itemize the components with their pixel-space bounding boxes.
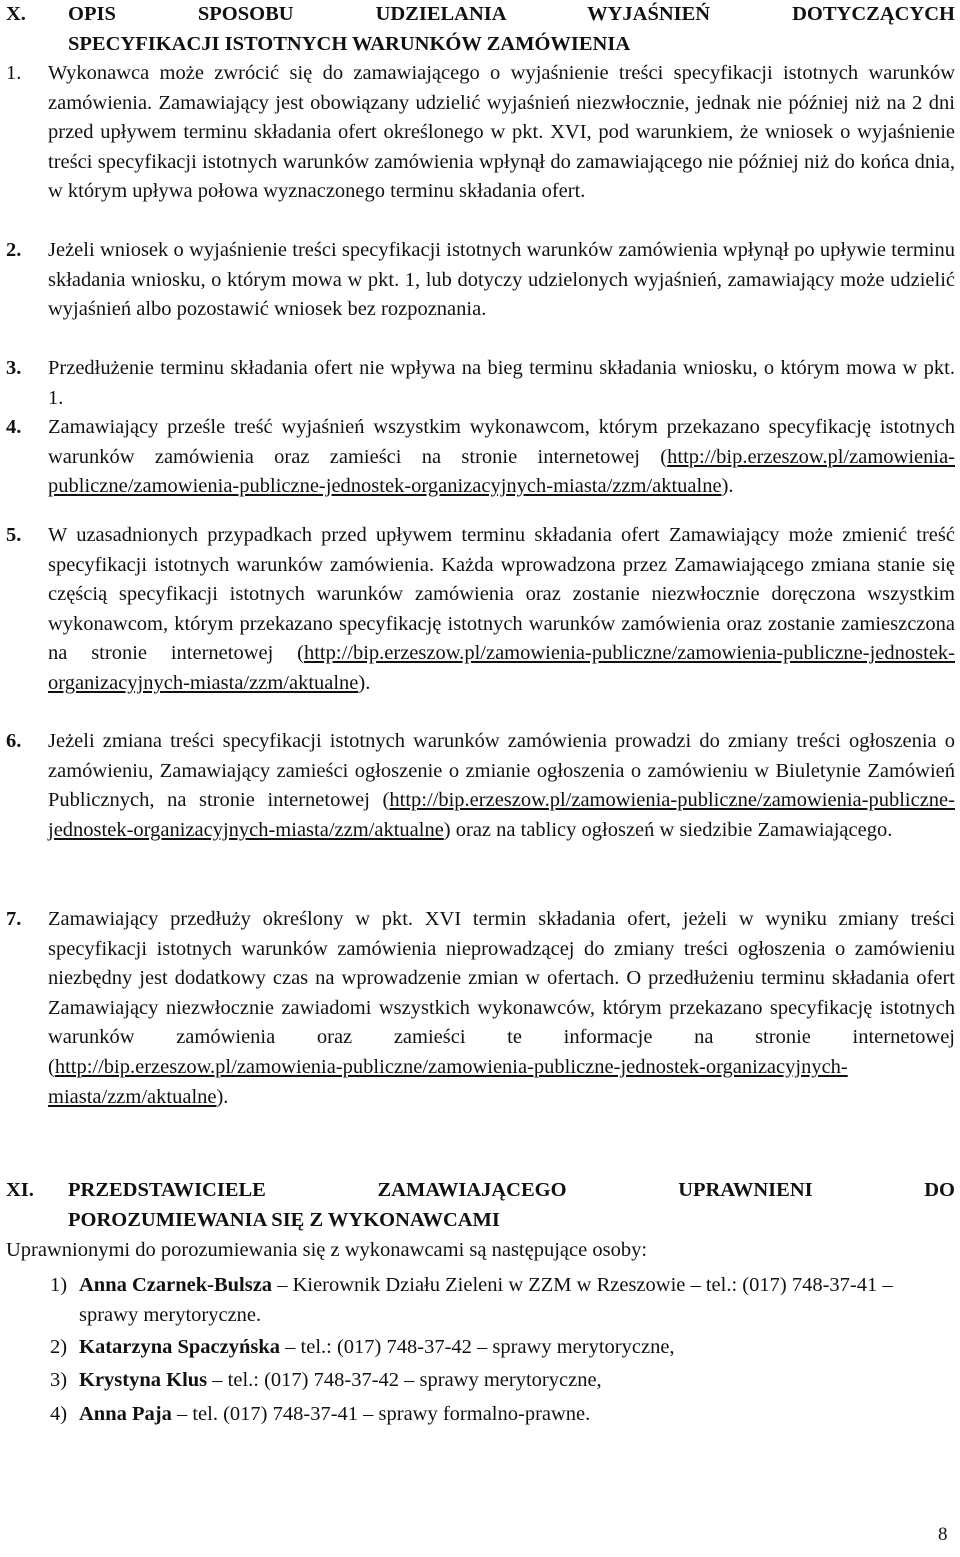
item-text-part: ) oraz na tablicy ogłoszeń w siedzibie Zamawiającego. <box>443 818 893 841</box>
section-number: X. <box>6 3 26 25</box>
section-xi-heading <box>6 1176 955 1236</box>
bip-link[interactable]: http://bip.erzeszow.pl/zamowienia-publiczne/zamowienia-publiczne-jednostek-organizacyjnych-miasta/zzm/aktualne <box>48 445 955 498</box>
item-number: 1. <box>6 62 22 84</box>
item-text <box>48 905 955 1112</box>
item-text-part: Zamawiający prześle treść wyjaśnień wszystkim wykonawcom, którym przekazano specyfikację istotnych warunków zamówienia oraz zamieści na stronie internetowej ( <box>48 416 955 468</box>
person-number: 2) <box>50 1336 68 1358</box>
list-item <box>6 59 955 207</box>
section-number: XI. <box>6 1179 34 1201</box>
section-title-line-1: PRZEDSTAWICIELE ZAMAWIAJĄCEGO UPRAWNIENI DO <box>68 1179 955 1201</box>
list-item <box>6 354 955 413</box>
person-text <box>79 1333 955 1363</box>
person-name: Katarzyna Spaczyńska <box>79 1336 281 1358</box>
item-text-part: ). <box>721 475 734 498</box>
bip-link[interactable]: http://bip.erzeszow.pl/zamowienia-publiczne/zamowienia-publiczne-jednostek-organizacyjnych-miasta/zzm/aktualne <box>48 789 955 841</box>
list-item <box>6 727 955 845</box>
person-details: – Kierownik Działu Zieleni w ZZM w Rzeszowie – tel.: (017) 748-37-41 – sprawy merytoryczne. <box>79 1274 893 1326</box>
list-item <box>6 905 955 1112</box>
list-item <box>6 413 955 502</box>
list-item <box>6 236 955 325</box>
person-text <box>79 1271 955 1330</box>
section-title-line-2: SPECYFIKACJI ISTOTNYCH WARUNKÓW ZAMÓWIENIA <box>68 32 631 55</box>
section-title-line-2: POROZUMIEWANIA SIĘ Z WYKONAWCAMI <box>68 1208 500 1231</box>
item-text-part: ). <box>358 671 371 694</box>
section-title-line-1: OPIS SPOSOBU UDZIELANIA WYJAŚNIEŃ DOTYCZĄCYCH <box>68 3 955 25</box>
page-number: 8 <box>938 1524 948 1545</box>
item-text <box>48 727 955 845</box>
section-x-heading <box>6 0 955 60</box>
item-number: 6. <box>6 730 22 752</box>
contact-person <box>50 1400 955 1430</box>
item-text: Przedłużenie terminu składania ofert nie wpływa na bieg terminu składania wniosku, o którym mowa w pkt. 1. <box>48 357 955 409</box>
person-details: – tel.: (017) 748-37-42 – sprawy merytoryczne, <box>207 1369 602 1391</box>
person-number: 4) <box>50 1403 68 1425</box>
person-number: 3) <box>50 1369 68 1391</box>
item-number: 2. <box>6 239 22 261</box>
person-name: Krystyna Klus <box>79 1369 208 1391</box>
item-text-part: Jeżeli zmiana treści specyfikacji istotnych warunków zamówienia prowadzi do zmiany treści ogłoszenia o zamówieniu, Zamawiający zamieści ogłoszenie o zmianie ogłoszenia o zamówieniu w Biuletynie Zamówień Publicznych, na stronie internetowej ( <box>48 730 955 812</box>
item-text-part: W uzasadnionych przypadkach przed upływem terminu składania ofert Zamawiający może zmienić treść specyfikacji istotnych warunków zamówienia. Każda wprowadzona przez Zamawiającego zmiana stanie się częścią specyfikacji istotnych warunków zamówienia oraz zostanie niezwłocznie doręczona wszystkim wykonawcom, którym przekazano specyfikację istotnych warunków zamówienia oraz zostanie zamieszczona na stronie internetowej ( <box>48 524 955 665</box>
contact-person <box>50 1333 955 1363</box>
contact-person <box>50 1366 955 1396</box>
person-details: – tel. (017) 748-37-41 – sprawy formalno-prawne. <box>171 1403 591 1425</box>
section-intro: Uprawnionymi do porozumiewania się z wykonawcami są następujące osoby: <box>6 1239 648 1261</box>
person-name: Anna Czarnek-Bulsza <box>79 1274 273 1296</box>
person-text <box>79 1400 955 1430</box>
item-number: 7. <box>6 908 22 930</box>
person-number: 1) <box>50 1274 68 1296</box>
person-name: Anna Paja <box>79 1403 172 1425</box>
item-number: 5. <box>6 524 22 546</box>
item-text: Jeżeli wniosek o wyjaśnienie treści specyfikacji istotnych warunków zamówienia wpłynął po upływie terminu składania wniosku, o którym mowa w pkt. 1, lub dotyczy udzielonych wyjaśnień, zamawiający może udzielić wyjaśnień albo pozostawić wniosek bez rozpoznania. <box>48 239 955 321</box>
bip-link[interactable]: http://bip.erzeszow.pl/zamowienia-publiczne/zamowienia-publiczne-jednostek-organizacyjnych-miasta/zzm/aktualne <box>48 1055 848 1108</box>
item-text <box>48 521 955 699</box>
person-text <box>79 1366 955 1396</box>
item-text <box>48 413 955 502</box>
item-text-part: ). <box>216 1085 229 1108</box>
item-number: 3. <box>6 357 22 379</box>
item-number: 4. <box>6 416 22 438</box>
person-details: – tel.: (017) 748-37-42 – sprawy merytoryczne, <box>280 1336 675 1358</box>
list-item <box>6 521 955 699</box>
contact-person <box>50 1271 955 1330</box>
item-text: Wykonawca może zwrócić się do zamawiającego o wyjaśnienie treści specyfikacji istotnych warunków zamówienia. Zamawiający jest obowiązany udzielić wyjaśnień niezwłocznie, jednak nie później niż na 2 dni przed upływem terminu składania ofert określonego w pkt. XVI, pod warunkiem, że wniosek o wyjaśnienie treści specyfikacji istotnych warunków zamówienia wpłynął do zamawiającego nie później niż do końca dnia, w którym upływa połowa wyznaczonego terminu składania ofert. <box>48 62 955 203</box>
bip-link[interactable]: http://bip.erzeszow.pl/zamowienia-publiczne/zamowienia-publiczne-jednostek-organizacyjnych-miasta/zzm/aktualne <box>48 642 955 694</box>
item-text-part: Zamawiający przedłuży określony w pkt. XVI termin składania ofert, jeżeli w wyniku zmiany treści specyfikacji istotnych warunków zamówienia nieprowadzącej do zmiany treści ogłoszenia o zamówieniu niezbędny jest dodatkowy czas na wprowadzenie zmian w ofertach. O przedłużeniu terminu składania ofert Zamawiający niezwłocznie zawiadomi wszystkich wykonawców, którym przekazano specyfikację istotnych warunków zamówienia oraz zamieści te informacje na stronie internetowej ( <box>48 908 955 1078</box>
